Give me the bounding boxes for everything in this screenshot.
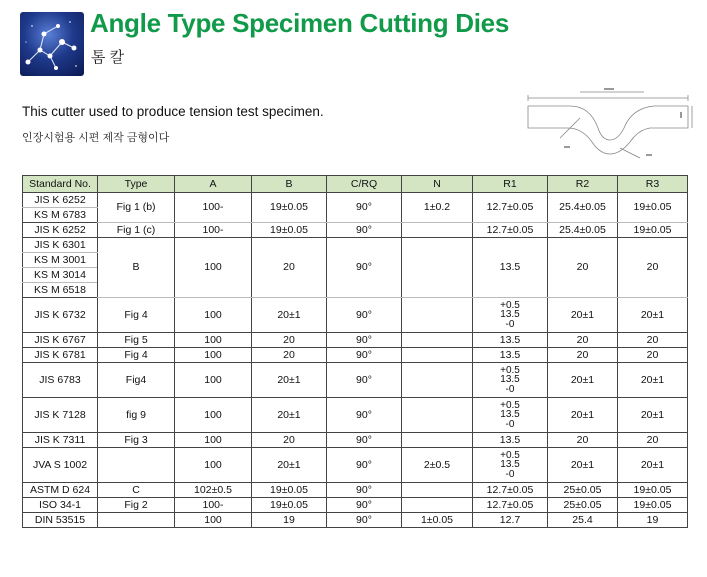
description: This cutter used to produce tension test specimen.	[22, 104, 324, 119]
cell-type: B	[98, 238, 175, 298]
cell-r1: 13.5	[473, 238, 548, 298]
cell-r3: 19	[618, 513, 688, 528]
specimen-diagram	[520, 88, 695, 163]
cell-n: 1±0.2	[402, 193, 473, 223]
r1-tol-value: 13.5	[500, 374, 520, 386]
r1-tol-value: 13.5	[500, 459, 520, 471]
cell-a: 100	[175, 398, 252, 433]
cell-r2: 25.4±0.05	[548, 193, 618, 223]
cell-standard: JIS K 6252	[23, 193, 98, 208]
cell-b: 20±1	[252, 398, 327, 433]
cell-r1: 12.7±0.05	[473, 483, 548, 498]
cell-r2: 25.4±0.05	[548, 223, 618, 238]
cell-crq: 90°	[327, 398, 402, 433]
cell-n	[402, 433, 473, 448]
cell-r1	[473, 298, 548, 333]
cell-r3: 19±0.05	[618, 498, 688, 513]
cell-standard: JIS K 6781	[23, 348, 98, 363]
cell-r2: 20	[548, 238, 618, 298]
cell-r3: 20±1	[618, 398, 688, 433]
cell-a: 100	[175, 298, 252, 333]
cell-type: Fig 3	[98, 433, 175, 448]
cell-r2: 20±1	[548, 398, 618, 433]
cell-r3: 20	[618, 238, 688, 298]
cell-r3: 19±0.05	[618, 483, 688, 498]
cell-n	[402, 223, 473, 238]
cell-standard: JIS K 6767	[23, 333, 98, 348]
cell-b: 20	[252, 333, 327, 348]
cell-n	[402, 483, 473, 498]
cell-b: 20±1	[252, 448, 327, 483]
cell-standard: JIS K 6301	[23, 238, 98, 253]
cell-standard: DIN 53515	[23, 513, 98, 528]
cell-r2: 25±0.05	[548, 483, 618, 498]
cell-r2: 20	[548, 348, 618, 363]
table-row	[23, 193, 688, 208]
cell-r1: 12.7	[473, 513, 548, 528]
r1-tol-plus: +0.5	[500, 364, 520, 376]
cell-r3: 20±1	[618, 448, 688, 483]
cell-n	[402, 398, 473, 433]
cell-crq: 90°	[327, 193, 402, 223]
cell-type: Fig 1 (c)	[98, 223, 175, 238]
header-r1: R1	[473, 176, 548, 193]
header-n: N	[402, 176, 473, 193]
cell-r1: 12.7±0.05	[473, 193, 548, 223]
cell-r2: 25.4	[548, 513, 618, 528]
cell-r3: 19±0.05	[618, 193, 688, 223]
cell-r1	[473, 448, 548, 483]
r1-tol-plus: +0.5	[500, 299, 520, 311]
r1-tol-value: 13.5	[500, 309, 520, 321]
cell-r3: 20±1	[618, 363, 688, 398]
r1-tol-minus: -0	[505, 383, 515, 395]
cell-standard: JIS K 7128	[23, 398, 98, 433]
cell-a: 100	[175, 448, 252, 483]
cell-a: 100-	[175, 193, 252, 223]
page-subtitle-korean: 톰 칼	[91, 49, 125, 66]
header-r2: R2	[548, 176, 618, 193]
cell-b: 20±1	[252, 298, 327, 333]
cell-r3: 20	[618, 433, 688, 448]
cell-r1: 13.5	[473, 433, 548, 448]
cell-crq: 90°	[327, 363, 402, 398]
r1-tol-minus: -0	[505, 418, 515, 430]
cell-type: fig 9	[98, 398, 175, 433]
header-standard: Standard No.	[23, 176, 98, 193]
cell-r2: 20	[548, 333, 618, 348]
cell-r3: 20	[618, 333, 688, 348]
header-type: Type	[98, 176, 175, 193]
cell-n	[402, 498, 473, 513]
cell-b: 20±1	[252, 363, 327, 398]
page-title: Angle Type Specimen Cutting Dies	[90, 8, 509, 38]
r1-tol-minus: -0	[505, 318, 515, 330]
cell-r1: 13.5	[473, 333, 548, 348]
cell-crq: 90°	[327, 448, 402, 483]
cell-n	[402, 363, 473, 398]
cell-n	[402, 238, 473, 298]
table-header-row	[23, 176, 688, 193]
table-row	[23, 298, 688, 333]
cell-b: 19±0.05	[252, 223, 327, 238]
cell-b: 20	[252, 348, 327, 363]
cell-standard: JIS K 6732	[23, 298, 98, 333]
cell-b: 19±0.05	[252, 498, 327, 513]
cell-a: 100	[175, 333, 252, 348]
cell-crq: 90°	[327, 223, 402, 238]
cell-a: 100	[175, 433, 252, 448]
cell-a: 100	[175, 513, 252, 528]
cell-r3: 19±0.05	[618, 223, 688, 238]
cell-type: Fig 4	[98, 348, 175, 363]
cell-crq: 90°	[327, 433, 402, 448]
cell-standard: JVA S 1002	[23, 448, 98, 483]
r1-tol-minus: -0	[505, 468, 515, 480]
cell-standard: JIS K 6252	[23, 223, 98, 238]
cell-r3: 20±1	[618, 298, 688, 333]
cell-standard: JIS K 7311	[23, 433, 98, 448]
cell-a: 100-	[175, 223, 252, 238]
table-row	[23, 398, 688, 433]
cell-type	[98, 513, 175, 528]
cell-crq: 90°	[327, 348, 402, 363]
cell-type: Fig 1 (b)	[98, 193, 175, 223]
cell-b: 19±0.05	[252, 193, 327, 223]
cell-standard: ISO 34-1	[23, 498, 98, 513]
cell-n: 1±0.05	[402, 513, 473, 528]
brand-logo	[20, 12, 84, 76]
table-row	[23, 448, 688, 483]
cell-r2: 20	[548, 433, 618, 448]
table-row	[23, 513, 688, 528]
cell-r2: 20±1	[548, 298, 618, 333]
cell-crq: 90°	[327, 333, 402, 348]
table-row	[23, 483, 688, 498]
cell-b: 20	[252, 433, 327, 448]
description-korean: 인장시험용 시편 제작 금형이다	[22, 132, 170, 144]
cell-type	[98, 448, 175, 483]
cell-n: 2±0.5	[402, 448, 473, 483]
cell-standard: ASTM D 624	[23, 483, 98, 498]
cell-r2: 25±0.05	[548, 498, 618, 513]
table-row	[23, 333, 688, 348]
cell-r1: 13.5	[473, 348, 548, 363]
cell-r1: 12.7±0.05	[473, 223, 548, 238]
table-row	[23, 238, 688, 253]
r1-tol-plus: +0.5	[500, 449, 520, 461]
cell-n	[402, 298, 473, 333]
cell-crq: 90°	[327, 513, 402, 528]
cell-r1: 12.7±0.05	[473, 498, 548, 513]
cell-a: 100	[175, 363, 252, 398]
cell-standard: KS M 6783	[23, 208, 98, 223]
cell-r2: 20±1	[548, 448, 618, 483]
cell-standard: JIS 6783	[23, 363, 98, 398]
header-crq: C/RQ	[327, 176, 402, 193]
header-r3: R3	[618, 176, 688, 193]
cell-standard: KS M 3014	[23, 268, 98, 283]
cell-r1	[473, 363, 548, 398]
cell-standard: KS M 3001	[23, 253, 98, 268]
cell-b: 20	[252, 238, 327, 298]
table-row	[23, 223, 688, 238]
spec-table	[22, 175, 688, 528]
cell-crq: 90°	[327, 498, 402, 513]
table-row	[23, 498, 688, 513]
header-b: B	[252, 176, 327, 193]
cell-type: Fig 4	[98, 298, 175, 333]
constellation-icon	[20, 12, 84, 76]
cell-a: 100-	[175, 498, 252, 513]
cell-a: 100	[175, 238, 252, 298]
cell-n	[402, 333, 473, 348]
cell-type: Fig4	[98, 363, 175, 398]
cell-type: Fig 5	[98, 333, 175, 348]
cell-r2: 20±1	[548, 363, 618, 398]
cell-a: 100	[175, 348, 252, 363]
cell-b: 19±0.05	[252, 483, 327, 498]
cell-r1	[473, 398, 548, 433]
cell-n	[402, 348, 473, 363]
cell-crq: 90°	[327, 298, 402, 333]
header-a: A	[175, 176, 252, 193]
cell-b: 19	[252, 513, 327, 528]
cell-standard: KS M 6518	[23, 283, 98, 298]
cell-type: Fig 2	[98, 498, 175, 513]
r1-tol-plus: +0.5	[500, 399, 520, 411]
cell-crq: 90°	[327, 483, 402, 498]
table-row	[23, 363, 688, 398]
table-row	[23, 348, 688, 363]
cell-crq: 90°	[327, 238, 402, 298]
cell-r3: 20	[618, 348, 688, 363]
r1-tol-value: 13.5	[500, 409, 520, 421]
table-row	[23, 433, 688, 448]
cell-type: C	[98, 483, 175, 498]
cell-a: 102±0.5	[175, 483, 252, 498]
